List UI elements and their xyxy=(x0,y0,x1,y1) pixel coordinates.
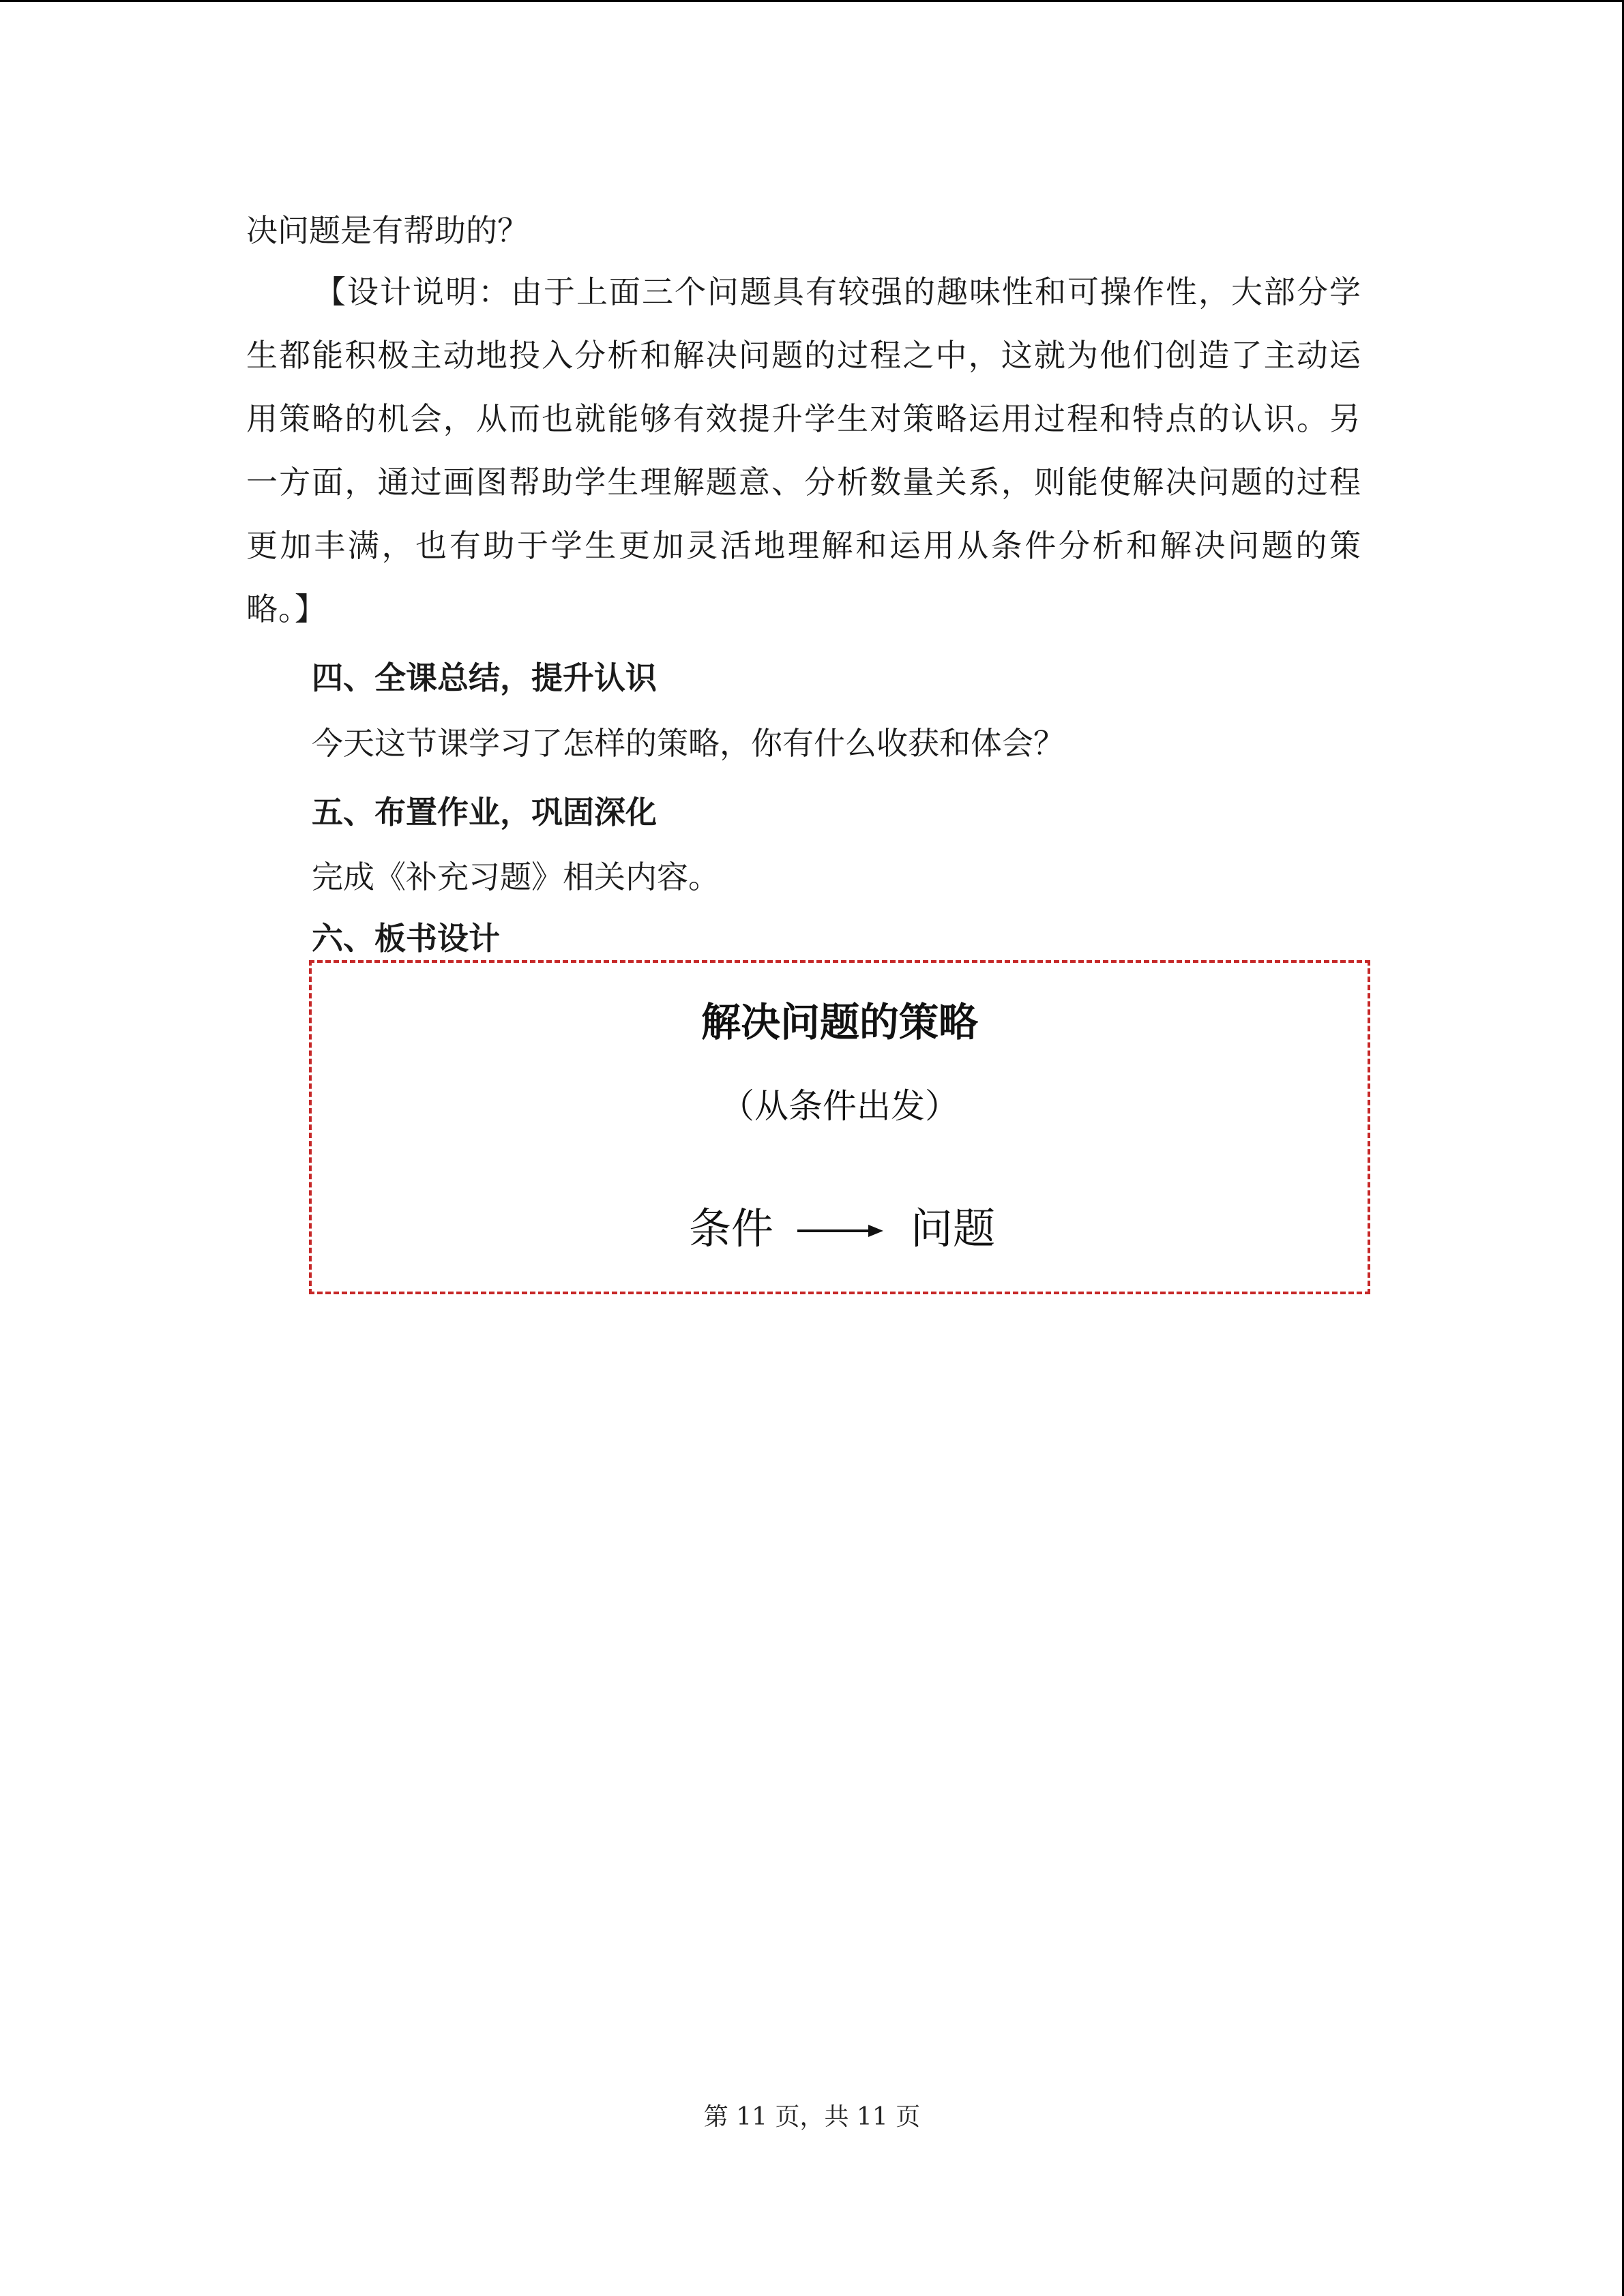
section-4-text: 今天这节课学习了怎样的策略，你有什么收获和体会？ xyxy=(312,725,1065,762)
board-subtitle: （从条件出发） xyxy=(720,1086,959,1126)
section-5-text: 完成《补充习题》相关内容。 xyxy=(312,859,720,895)
right-arrow-icon xyxy=(796,1221,885,1241)
section-6-heading: 六、板书设计 xyxy=(312,920,500,957)
page-footer: 第 11 页，共 11 页 xyxy=(703,2103,921,2131)
board-from-label: 条件 xyxy=(689,1204,774,1253)
continued-line: 决问题是有帮助的？ xyxy=(246,212,529,249)
design-note-paragraph: 【设计说明：由于上面三个问题具有较强的趣味性和可操作性，大部分学生都能积极主动地投入分析和解决问题的过程之中，这就为他们创造了主动运用策略的机会，从而也就能够有效提升学生对策略运用过程和特点的认识。另一方面，通过画图帮助学生理解题意、分析数量关系，则能使解决问题的过程更加丰满，也有助于学生更加灵活地理解和运用从条件分析和解决问题的策略。】 xyxy=(246,273,1361,627)
blackboard-design-box xyxy=(309,960,1370,1294)
board-title: 解决问题的策略 xyxy=(700,999,978,1045)
section-5-heading: 五、布置作业，巩固深化 xyxy=(312,794,657,831)
section-4-heading: 四、全课总结，提升认识 xyxy=(312,659,657,696)
page-top-border xyxy=(0,0,1624,2)
board-to-label: 问题 xyxy=(911,1204,996,1253)
